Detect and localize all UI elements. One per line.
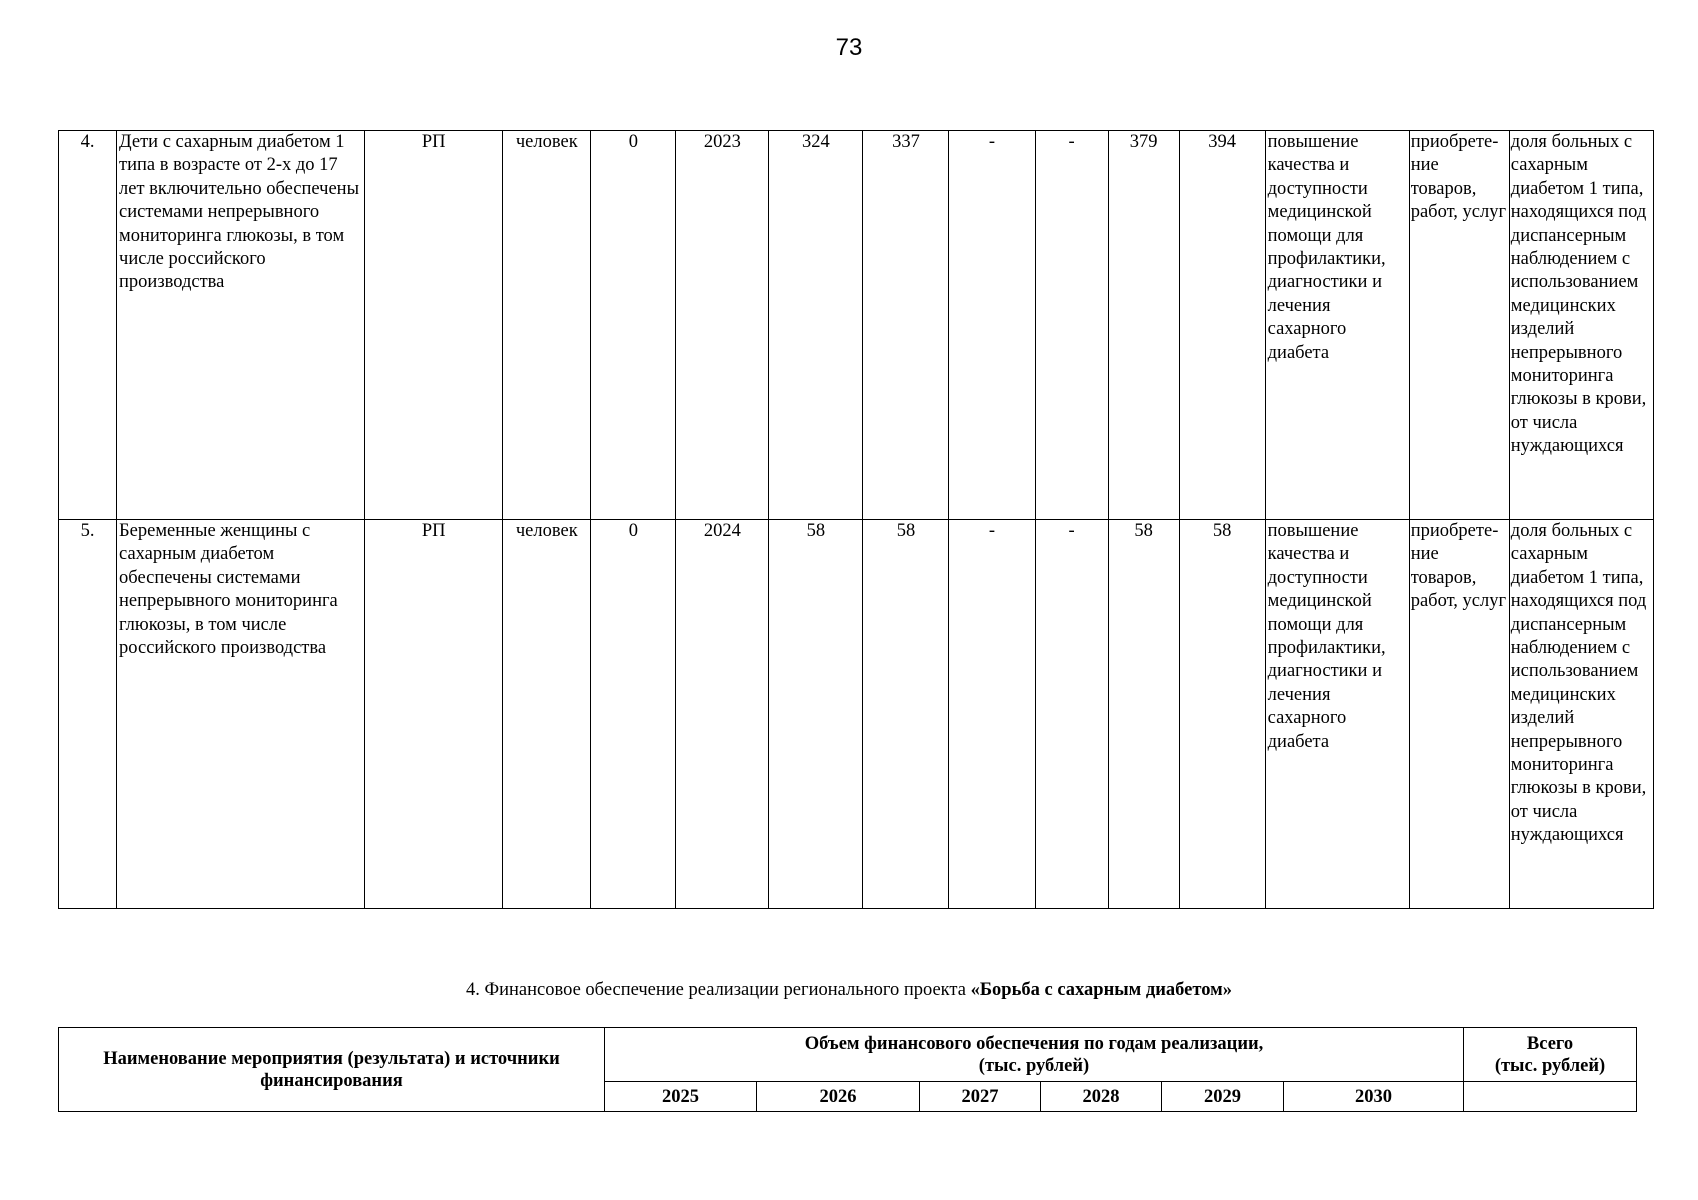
- value-4: -: [1035, 131, 1108, 520]
- result-name: Дети с сахарным диабетом 1 типа в возрасте от 2-х до 17 лет включительно обеспечены системами непрерывного мониторинга глюкозы, в том числе российского производства: [117, 131, 365, 520]
- year-2030: 2030: [1284, 1082, 1464, 1112]
- finance-header-row: [59, 1028, 1637, 1082]
- result-type: приобрете-ние товаров, работ, услуг: [1409, 520, 1509, 909]
- indicator: доля больных с сахарным диабетом 1 типа, находящихся под диспансерным наблюдением с использованием медицинских изделий непрерывного мониторинга глюкозы в крови, от числа нуждающихся: [1509, 131, 1653, 520]
- base-year: 2024: [676, 520, 769, 909]
- result-type: приобрете-ние товаров, работ, услуг: [1409, 131, 1509, 520]
- base-value: 0: [591, 131, 676, 520]
- row-number: 5.: [59, 520, 117, 909]
- row-number: 4.: [59, 131, 117, 520]
- year-2029: 2029: [1162, 1082, 1284, 1112]
- result-name: Беременные женщины с сахарным диабетом обеспечены системами непрерывного мониторинга глюкозы, в том числе российского производства: [117, 520, 365, 909]
- goal: повышение качества и доступности медицинской помощи для профилактики, диагностики и лечения сахарного диабета: [1265, 131, 1409, 520]
- section-title: [0, 980, 1698, 1001]
- table-row: [59, 520, 1654, 909]
- year-2026: 2026: [757, 1082, 920, 1112]
- level: РП: [365, 131, 503, 520]
- year-2028: 2028: [1041, 1082, 1162, 1112]
- total-header-line1: Всего: [1526, 1033, 1574, 1054]
- results-table: [58, 130, 1654, 909]
- total-header: [1464, 1028, 1637, 1082]
- total-header-line2: (тыс. рублей): [1494, 1055, 1606, 1076]
- unit: человек: [503, 520, 591, 909]
- value-5: 379: [1108, 131, 1179, 520]
- volume-header-line1: Объем финансового обеспечения по годам реализации,: [804, 1033, 1264, 1054]
- value-5: 58: [1108, 520, 1179, 909]
- base-value: 0: [591, 520, 676, 909]
- value-1: 324: [769, 131, 863, 520]
- level: РП: [365, 520, 503, 909]
- year-2027: 2027: [920, 1082, 1041, 1112]
- value-6: 58: [1179, 520, 1265, 909]
- value-6: 394: [1179, 131, 1265, 520]
- name-header: Наименование мероприятия (результата) и источники финансирования: [59, 1028, 605, 1112]
- goal: повышение качества и доступности медицинской помощи для профилактики, диагностики и лечения сахарного диабета: [1265, 520, 1409, 909]
- unit: человек: [503, 131, 591, 520]
- volume-header: [605, 1028, 1464, 1082]
- finance-table: [58, 1027, 1637, 1112]
- value-3: -: [949, 520, 1035, 909]
- year-2025: 2025: [605, 1082, 757, 1112]
- page-number: 73: [835, 34, 863, 61]
- indicator: доля больных с сахарным диабетом 1 типа, находящихся под диспансерным наблюдением с использованием медицинских изделий непрерывного мониторинга глюкозы в крови, от числа нуждающихся: [1509, 520, 1653, 909]
- project-name: «Борьба с сахарным диабетом»: [970, 980, 1232, 1000]
- value-4: -: [1035, 520, 1108, 909]
- value-1: 58: [769, 520, 863, 909]
- value-2: 58: [863, 520, 949, 909]
- volume-header-line2: (тыс. рублей): [978, 1055, 1090, 1076]
- section-title-prefix: 4. Финансовое обеспечение реализации регионального проекта: [466, 980, 971, 1000]
- total-empty-cell: [1464, 1082, 1637, 1112]
- value-3: -: [949, 131, 1035, 520]
- base-year: 2023: [676, 131, 769, 520]
- table-row: [59, 131, 1654, 520]
- value-2: 337: [863, 131, 949, 520]
